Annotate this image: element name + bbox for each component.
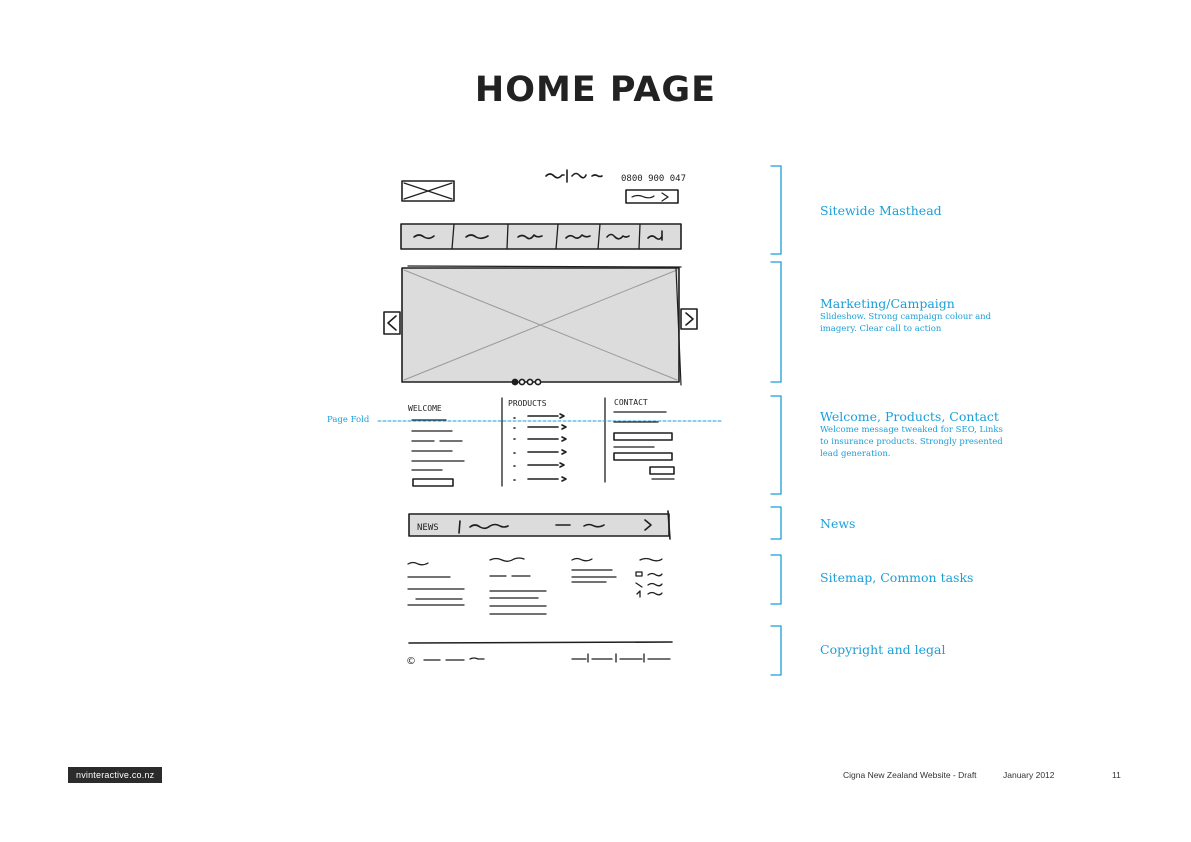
annotation-masthead	[820, 203, 942, 218]
annotation-title: Sitewide Masthead	[820, 203, 942, 218]
campaign-slideshow-sketch	[384, 266, 697, 385]
prev-slide-sketch	[384, 312, 400, 334]
annotation-news	[820, 516, 855, 531]
news-label-sketch: NEWS	[417, 523, 439, 533]
footer-page-number: 11	[1112, 770, 1121, 780]
products-label-sketch: PRODUCTS	[508, 399, 547, 408]
news-bar-sketch	[409, 511, 670, 539]
annotation-title: Copyright and legal	[820, 642, 946, 657]
bracket-campaign	[771, 262, 781, 382]
welcome-products-contact-sketch	[408, 398, 674, 486]
annotation-title: Marketing/Campaign	[820, 296, 955, 311]
annotation-welcome	[820, 409, 1005, 460]
brand-badge[interactable]: nvinteractive.co.nz	[68, 767, 162, 783]
logo-cross	[404, 183, 452, 199]
masthead-sketch	[401, 170, 686, 249]
footer-date: January 2012	[1003, 770, 1055, 780]
annotation-title: News	[820, 516, 856, 531]
welcome-label-sketch: WELCOME	[408, 404, 442, 413]
bracket-welcome	[771, 396, 781, 494]
annotation-campaign	[820, 296, 1005, 335]
pager-dot-active	[512, 379, 517, 384]
annotation-desc: Welcome message tweaked for SEO, Links to insurance products. Strongly presented lead generation.	[820, 425, 1003, 459]
page-title: HOME PAGE	[474, 70, 717, 110]
annotation-desc: Slideshow. Strong campaign colour and imagery. Clear call to action	[820, 312, 992, 334]
annotation-title: Welcome, Products, Contact	[820, 409, 999, 424]
bracket-sitemap	[771, 555, 781, 604]
section-brackets	[771, 166, 781, 675]
welcome-button-sketch	[413, 479, 453, 486]
annotation-title: Sitemap, Common tasks	[820, 570, 974, 585]
contact-submit-sketch	[650, 467, 674, 474]
next-slide-sketch	[681, 309, 697, 329]
copyright-sketch	[406, 642, 672, 667]
copyright-symbol-sketch: ©	[406, 656, 416, 667]
bracket-copyright	[771, 626, 781, 675]
contact-label-sketch: CONTACT	[614, 398, 648, 407]
bracket-masthead	[771, 166, 781, 254]
top-link-scribble	[546, 174, 564, 178]
footer-doc-title: Cigna New Zealand Website - Draft	[843, 770, 977, 780]
bracket-news	[771, 507, 781, 539]
sitemap-sketch	[408, 558, 662, 614]
phone-number-sketch: 0800 900 047	[621, 174, 687, 184]
page-fold-label: Page Fold	[327, 415, 370, 425]
annotation-copyright	[820, 642, 946, 657]
annotation-sitemap	[820, 570, 973, 585]
